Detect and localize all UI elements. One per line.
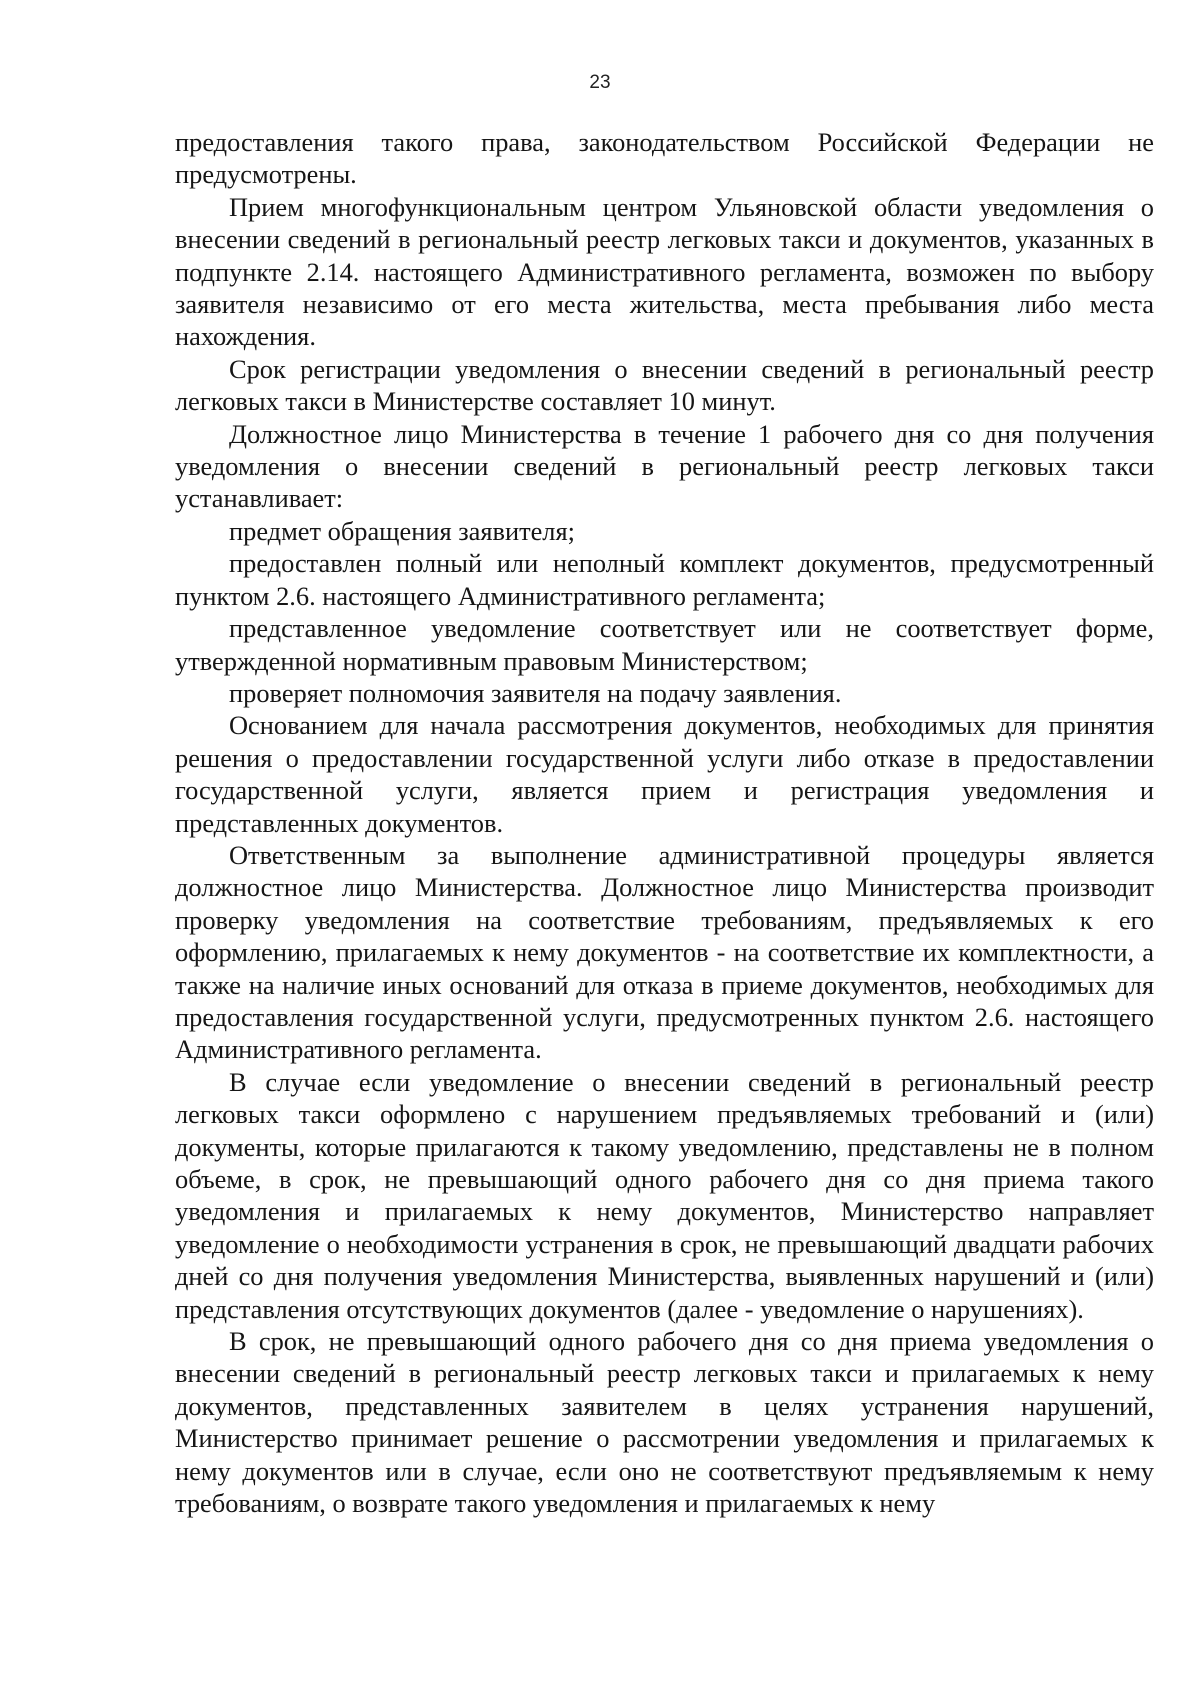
paragraph-registration-term: Срок регистрации уведомления о внесении сведений в региональный реестр легковых такси в Министерстве составляет 10 минут. <box>175 353 1154 417</box>
paragraph-decision-term: В срок, не превышающий одного рабочего дня со дня приема уведомления о внесении сведений в региональный реестр легковых такси и прилагаемых к нему документов, представленных заявителем в целях устранения нарушений, Министерство принимает решение о рассмотрении уведомления и прилагаемых к нему документов или в случае, если оно не соответствуют предъявляемым к нему требованиям, о возврате такого уведомления и прилагаемых к нему <box>175 1326 1154 1519</box>
list-item-document-set: предоставлен полный или неполный комплект документов, предусмотренный пунктом 2.6. настоящего Административного регламента; <box>175 548 1154 611</box>
paragraph-responsible: Ответственным за выполнение административной процедуры является должностное лицо Министерства. Должностное лицо Министерства производит проверку уведомления на соответствие требованиям, предъявляемых к его оформлению, прилагаемых к нему документов - на соответствие их комплектности, а также на наличие иных оснований для отказа в приеме документов, необходимых для предоставления государственной услуги, предусмотренных пунктом 2.6. настоящего Административного регламента. <box>175 839 1154 1065</box>
list-item-form-conformity: представленное уведомление соответствует или не соответствует форме, утвержденной нормативным правовым Министерством; <box>175 613 1154 676</box>
paragraph-grounds: Основанием для начала рассмотрения документов, необходимых для принятия решения о предоставлении государственной услуги либо отказе в предоставлении государственной услуги, является прием и регистрация уведомления и представленных документов. <box>175 710 1154 838</box>
paragraph-official-establishes: Должностное лицо Министерства в течение 1 рабочего дня со дня получения уведомления о внесении сведений в региональный реестр легковых такси устанавливает: <box>175 418 1154 514</box>
paragraph-violations: В случае если уведомление о внесении сведений в региональный реестр легковых такси оформлено с нарушением предъявляемых требований и (или) документы, которые прилагаются к такому уведомлению, представлены не в полном объеме, в срок, не превышающий одного рабочего дня со дня приема такого уведомления и прилагаемых к нему документов, Министерство направляет уведомление о необходимости устранения в срок, не превышающий двадцати рабочих дней со дня получения уведомления Министерства, выявленных нарушений и (или) представления отсутствующих документов (далее - уведомление о нарушениях). <box>175 1066 1154 1324</box>
document-body <box>175 126 1154 1519</box>
list-item-authority-check: проверяет полномочия заявителя на подачу заявления. <box>229 677 842 708</box>
paragraph-continuation: предоставления такого права, законодательством Российской Федерации не предусмотрены. <box>175 127 1154 190</box>
list-item-subject: предмет обращения заявителя; <box>229 515 575 546</box>
paragraph-mfc-reception: Прием многофункциональным центром Ульяновской области уведомления о внесении сведений в региональный реестр легковых такси и документов, указанных в подпункте 2.14. настоящего Административного регламента, возможен по выбору заявителя независимо от его места жительства, места пребывания либо места нахождения. <box>175 191 1154 352</box>
page-number: 23 <box>589 72 611 93</box>
